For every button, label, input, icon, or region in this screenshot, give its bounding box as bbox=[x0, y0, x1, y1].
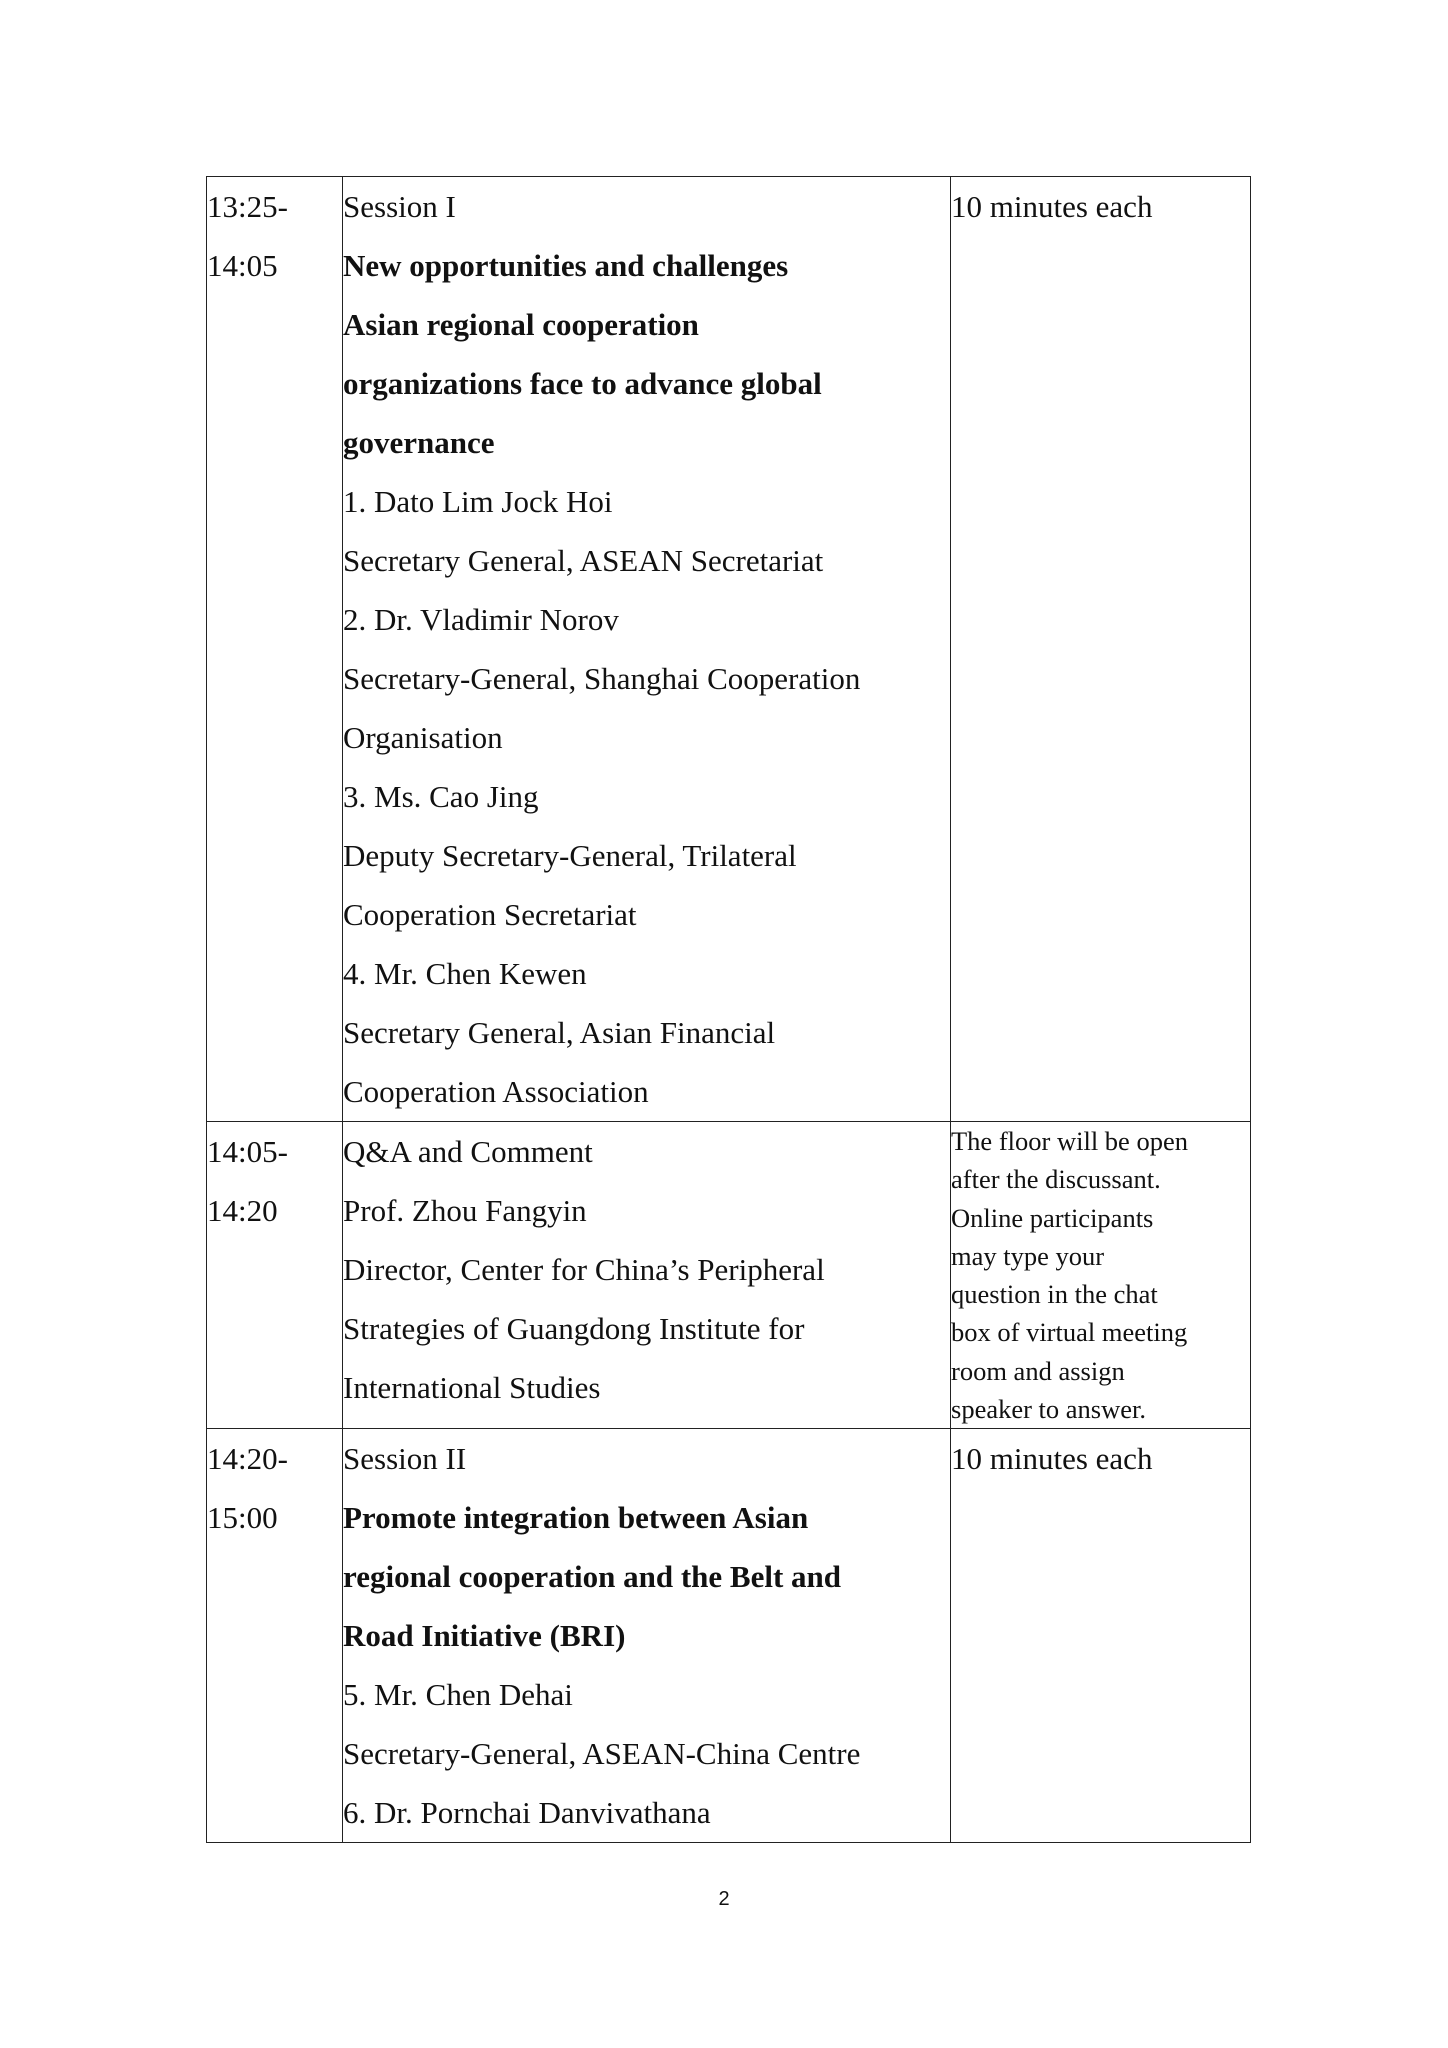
speaker-title: Secretary-General, Shanghai Cooperation bbox=[343, 661, 861, 696]
program-cell bbox=[343, 177, 951, 1122]
qa-note-line: box of virtual meeting bbox=[951, 1317, 1188, 1348]
time-end: 14:05 bbox=[207, 248, 278, 283]
note-cell bbox=[951, 177, 1251, 1122]
session-label: Session II bbox=[343, 1441, 467, 1477]
session-label: Session I bbox=[343, 189, 456, 224]
speaker-title: Director, Center for China’s Peripheral bbox=[343, 1252, 825, 1287]
speaker-title: Deputy Secretary-General, Trilateral bbox=[343, 838, 797, 873]
session-title-line: New opportunities and challenges bbox=[343, 248, 789, 283]
time-cell bbox=[207, 177, 343, 1122]
time-start: 13:25- bbox=[207, 189, 288, 224]
speaker-title: Secretary-General, ASEAN-China Centre bbox=[343, 1736, 861, 1772]
session-title-line: organizations face to advance global bbox=[343, 366, 822, 401]
speaker-name: 2. Dr. Vladimir Norov bbox=[343, 602, 619, 637]
duration-note: 10 minutes each bbox=[951, 1441, 1153, 1477]
agenda-row-session-1 bbox=[207, 177, 1251, 1122]
speaker-name: 5. Mr. Chen Dehai bbox=[343, 1677, 573, 1713]
speaker-title: Secretary General, Asian Financial bbox=[343, 1015, 776, 1050]
session-title-line: Asian regional cooperation bbox=[343, 307, 699, 342]
agenda-row-session-2 bbox=[207, 1429, 1251, 1843]
session-title-line: Road Initiative (BRI) bbox=[343, 1618, 626, 1654]
qa-note-line: may type your bbox=[951, 1240, 1105, 1271]
time-start: 14:20- bbox=[207, 1441, 288, 1477]
qa-label: Q&A and Comment bbox=[343, 1134, 593, 1169]
speaker-title: International Studies bbox=[343, 1370, 601, 1405]
speaker-name: 4. Mr. Chen Kewen bbox=[343, 956, 587, 991]
time-end: 15:00 bbox=[207, 1500, 278, 1536]
speaker-title: Organisation bbox=[343, 720, 503, 755]
program-cell bbox=[343, 1122, 951, 1429]
duration-note: 10 minutes each bbox=[951, 189, 1153, 224]
note-cell bbox=[951, 1122, 1251, 1429]
speaker-title: Secretary General, ASEAN Secretariat bbox=[343, 543, 824, 578]
qa-note-line: speaker to answer. bbox=[951, 1394, 1146, 1425]
time-cell bbox=[207, 1122, 343, 1429]
qa-note-line: The floor will be open bbox=[951, 1126, 1188, 1156]
time-end: 14:20 bbox=[207, 1193, 278, 1228]
speaker-title: Cooperation Secretariat bbox=[343, 897, 637, 932]
page-number: 2 bbox=[718, 1888, 730, 1910]
session-title-line: regional cooperation and the Belt and bbox=[343, 1559, 842, 1595]
note-cell bbox=[951, 1429, 1251, 1843]
speaker-name: 6. Dr. Pornchai Danvivathana bbox=[343, 1795, 711, 1831]
agenda-row-qa bbox=[207, 1122, 1251, 1429]
speaker-name: Prof. Zhou Fangyin bbox=[343, 1193, 587, 1228]
time-start: 14:05- bbox=[207, 1134, 288, 1169]
speaker-name: 3. Ms. Cao Jing bbox=[343, 779, 539, 814]
speaker-title: Cooperation Association bbox=[343, 1074, 649, 1109]
speaker-name: 1. Dato Lim Jock Hoi bbox=[343, 484, 613, 519]
qa-note-line: Online participants bbox=[951, 1202, 1154, 1233]
session-title-line: Promote integration between Asian bbox=[343, 1500, 809, 1536]
session-title-line: governance bbox=[343, 425, 495, 460]
qa-note-line: question in the chat bbox=[951, 1279, 1158, 1310]
qa-note-line: room and assign bbox=[951, 1355, 1125, 1386]
time-cell bbox=[207, 1429, 343, 1843]
qa-note-line: after the discussant. bbox=[951, 1164, 1161, 1195]
agenda-table bbox=[206, 176, 1251, 1843]
speaker-title: Strategies of Guangdong Institute for bbox=[343, 1311, 805, 1346]
program-cell bbox=[343, 1429, 951, 1843]
